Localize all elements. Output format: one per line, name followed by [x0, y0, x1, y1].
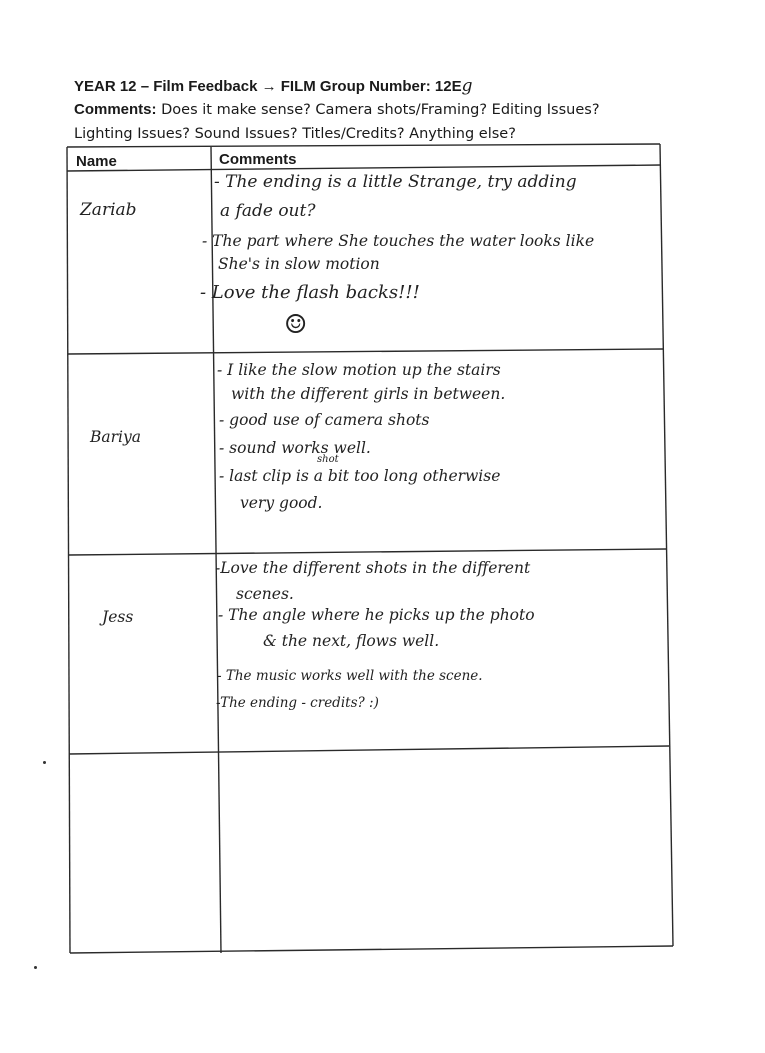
comment-line: - last clip is a bit too long otherwise [219, 467, 501, 485]
row-border-2 [69, 549, 666, 555]
header-row-border [67, 165, 661, 171]
group-number-handwritten: g [461, 76, 473, 96]
smiley-icon: ☺ [284, 310, 308, 340]
row-name: Jess [102, 608, 134, 626]
arrow-icon: → [261, 78, 277, 95]
comment-line: -The ending - credits? :) [216, 695, 379, 711]
comment-line: scenes. [236, 585, 294, 603]
comment-line: with the different girls in between. [231, 385, 506, 403]
row-name: Bariya [90, 428, 141, 446]
comment-line: - The part where She touches the water looks like [202, 232, 595, 250]
scan-speck [43, 761, 46, 764]
comment-line: She's in slow motion [218, 255, 380, 273]
prompt-questions-1: Does it make sense? Camera shots/Framing? Editing Issues? [156, 102, 600, 118]
table-left-border [67, 147, 70, 953]
column-header-name: Name [76, 153, 117, 170]
table-right-border [660, 144, 673, 946]
group-number: 12E [434, 78, 462, 95]
table-top-border [67, 144, 660, 147]
comment-line: - The music works well with the scene. [217, 668, 483, 684]
row-border-3 [69, 746, 669, 754]
comments-label: Comments: [74, 101, 157, 118]
group-label: FILM Group Number: [280, 78, 435, 95]
table-bottom-border [70, 946, 673, 953]
comment-correction: shot [317, 454, 339, 465]
comment-line: - sound works well. [219, 439, 371, 457]
comment-line: - Love the flash backs!!! [200, 282, 420, 303]
comment-line: - The ending is a little Strange, try adding [214, 172, 577, 192]
comment-line: very good. [240, 494, 323, 512]
comment-line: -Love the different shots in the different [215, 559, 531, 577]
comment-line: & the next, flows well. [263, 632, 440, 650]
comment-line: - The angle where he picks up the photo [218, 606, 535, 624]
comment-line: - I like the slow motion up the stairs [217, 361, 501, 379]
comment-line: - good use of camera shots [219, 411, 430, 429]
header-title: YEAR 12 – Film Feedback [74, 78, 258, 95]
row-name: Zariab [80, 200, 137, 220]
column-header-comments: Comments [219, 151, 297, 168]
prompt-line-2: Lighting Issues? Sound Issues? Titles/Credits? Anything else? [74, 126, 516, 142]
scan-speck [34, 966, 37, 969]
comment-line: a fade out? [220, 201, 316, 221]
row-border-1 [68, 349, 663, 354]
